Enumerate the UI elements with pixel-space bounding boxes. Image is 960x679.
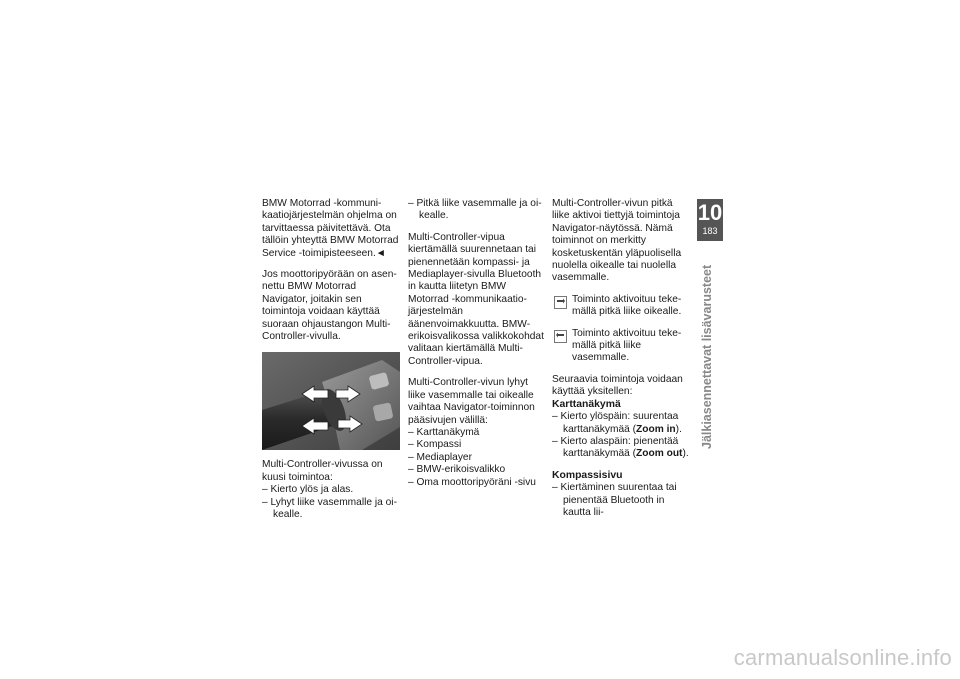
list-item: – Kierto alaspäin: pienentää karttanäkymää (Zoom out).: [552, 436, 692, 461]
column-3: [552, 198, 692, 519]
icon-right-text: Toiminto aktivoituu tekemällä pitkä liike oikealle.: [572, 293, 682, 318]
chapter-number: 10: [697, 200, 723, 225]
icon-left-text: Toiminto aktivoituu tekemällä pitkä liike vasemmalle.: [572, 327, 682, 364]
list-item: – Kierto ylös ja alas.: [262, 484, 400, 496]
paragraph-navigator: Jos moottoripyörään on asennettu BMW Motorrad Navigator, joitakin sen toimintoja voidaan käyttää suoraan ohjaustangon Multi-Controller-vivulla.: [262, 269, 397, 343]
column-2: [408, 198, 546, 489]
watermark: carmanualsonline.info: [733, 645, 952, 670]
list-item: – Mediaplayer: [408, 452, 546, 464]
paragraph-rotation: Multi-Controller-vipua kiertämällä suurennetaan tai pienennetään kompassi- ja Mediaplayer-sivulla Bluetooth in kautta liitetyn BMW Motorrad -kommunikaatiojärjestelmän äänenvoimakkuutta. BMW-erikoisvalikossa valikkokohdat valitaan kiertämällä Multi-Controller-vipua.: [408, 231, 544, 367]
icon-row-left: [552, 328, 692, 365]
arrow-left-icon: [554, 330, 567, 343]
column-1: [262, 198, 400, 522]
icon-row-right: [552, 294, 692, 319]
heading-map-view: Karttanäkymä: [552, 398, 621, 410]
paragraph-short-move: Multi-Controller-vivun lyhyt liike vasemmalle tai oikealle vaihtaa Navigator-toiminnon pääsivujen välillä:: [408, 377, 535, 426]
paragraph-following: Seuraavia toimintoja voidaan käyttää yksitellen:: [552, 373, 683, 398]
multi-controller-photo: [262, 352, 400, 450]
paragraph-long-move: Multi-Controller-vivun pitkä liike aktivoi tiettyjä toimintoja Navigator-näytössä. Nämä toiminnot on merkitty kosketuskentän yläpuolisella nuolella oikealle tai nuolella vasemmalle.: [552, 198, 682, 284]
caption-functions: Multi-Controller-vivussa on kuusi toimintoa:: [262, 459, 383, 483]
list-item: – Pitkä liike vasemmalle ja oikealle.: [408, 198, 546, 223]
list-item: – Lyhyt liike vasemmalle ja oikealle.: [262, 497, 400, 522]
list-item: – Kierto ylöspäin: suurentaa karttanäkymää (Zoom in).: [552, 411, 692, 436]
chapter-side-title: Jälkiasennettavat lisävarusteet: [700, 264, 714, 449]
list-item: – Karttanäkymä: [408, 427, 546, 439]
list-item: – Kompassi: [408, 439, 546, 451]
handlebar-illustration: [262, 352, 400, 450]
heading-compass-page: Kompassisivu: [552, 469, 623, 481]
arrow-right-icon: [554, 296, 567, 309]
list-item: – BMW-erikoisvalikko: [408, 464, 546, 476]
page-number: 183: [702, 226, 718, 236]
list-item: – Oma moottoripyöräni -sivu: [408, 477, 546, 489]
paragraph-update: BMW Motorrad -kommunikaatiojärjestelmän ohjelma on tarvittaessa päivitettävä. Ota tällöin yhteyttä BMW Motorrad Service -toimipisteeseen.◄: [262, 198, 399, 259]
chapter-tab: [697, 199, 723, 241]
list-item: – Kiertäminen suurentaa tai pienentää Bluetooth in kautta lii-: [552, 482, 692, 519]
